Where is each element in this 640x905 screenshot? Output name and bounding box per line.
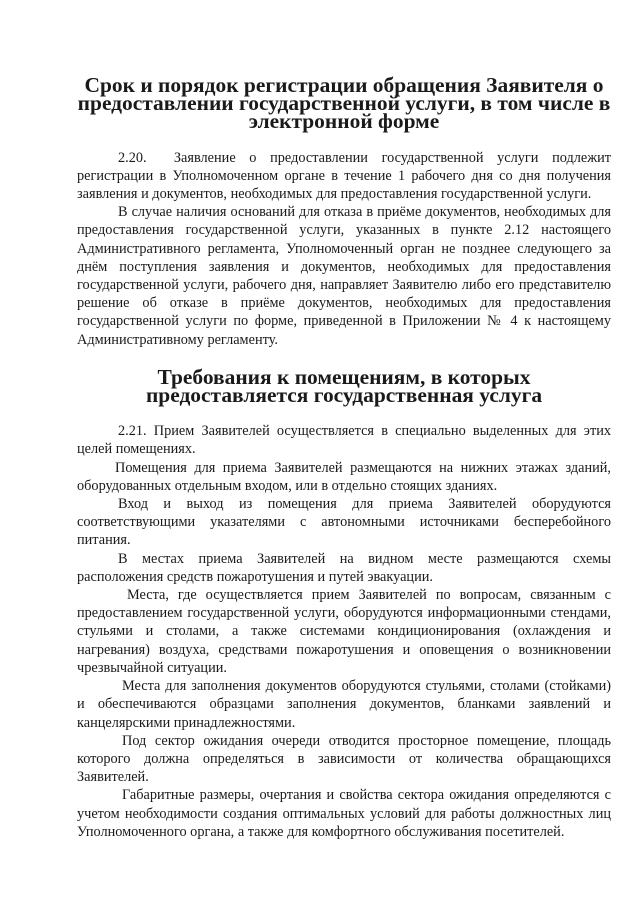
paragraph-waiting-sector: Под сектор ожидания очереди отводится просторное помещение, площадь которого должна определяться в зависимости от количества обращающихся Заявителей. — [77, 732, 611, 786]
paragraph-2-21: 2.21. Прием Заявителей осуществляется в специально выделенных для этих целей помещениях. — [77, 423, 611, 458]
section-heading-registration: Срок и порядок регистрации обращения Заявителя о предоставлении государственной услуги, в том числе в электронной форме — [77, 73, 611, 134]
paragraph-filling-places: Места для заполнения документов оборудуются стульями, столами (стойками) и обеспечиваются образцами заполнения документов, бланками заявлений и канцелярскими принадлежностями. — [77, 678, 611, 731]
paragraph-reception-places: Места, где осуществляется прием Заявителей по вопросам, связанным с предоставлением государственной услуги, оборудуются информационными стендами, стульями и столами, а также системами кондиционирования (охлаждения и нагревания) воздуха, средствами пожаротушения и оповещения о возникновении чрезвычайной ситуации. — [77, 587, 611, 676]
paragraph-2-20: 2.20. Заявление о предоставлении государственной услуги подлежит регистрации в Уполномоченном органе в течение 1 рабочего дня со дня получения заявления и документов, необходимых для предоставления государственной услуги. — [77, 149, 611, 203]
paragraph-waiting-dimensions: Габаритные размеры, очертания и свойства сектора ожидания определяются с учетом необходимости создания оптимальных условий для работы должностных лиц Уполномоченного органа, а также для комфортного обслуживания посетителей. — [77, 787, 611, 840]
paragraph-premises-location: Помещения для приема Заявителей размещаются на нижних этажах зданий, оборудованных отдельным входом, или в отдельно стоящих зданиях. — [77, 459, 611, 494]
paragraph-entrance-exit: Вход и выход из помещения для приема Заявителей оборудуются соответствующими указателями с автономными источниками бесперебойного питания. — [77, 496, 611, 549]
section-heading-premises: Требования к помещениям, в которых предоставляется государственная услуга — [145, 364, 543, 408]
paragraph-refusal: В случае наличия оснований для отказа в приёме документов, необходимых для предоставления государственной услуги, указанных в пункте 2.12 настоящего Административного регламента, Уполномоченный орган не позднее следующего за днём поступления заявления и документов, необходимых для предоставления государственной услуги, рабочего дня, направляет Заявителю либо его представителю решение об отказе в приёме документов, необходимых для предоставления государственной услуги по форме, приведенной в Приложении № 4 к настоящему Административному регламенту. — [77, 204, 611, 348]
paragraph-evacuation-schemes: В местах приема Заявителей на видном месте размещаются схемы расположения средств пожаротушения и путей эвакуации. — [77, 550, 611, 585]
